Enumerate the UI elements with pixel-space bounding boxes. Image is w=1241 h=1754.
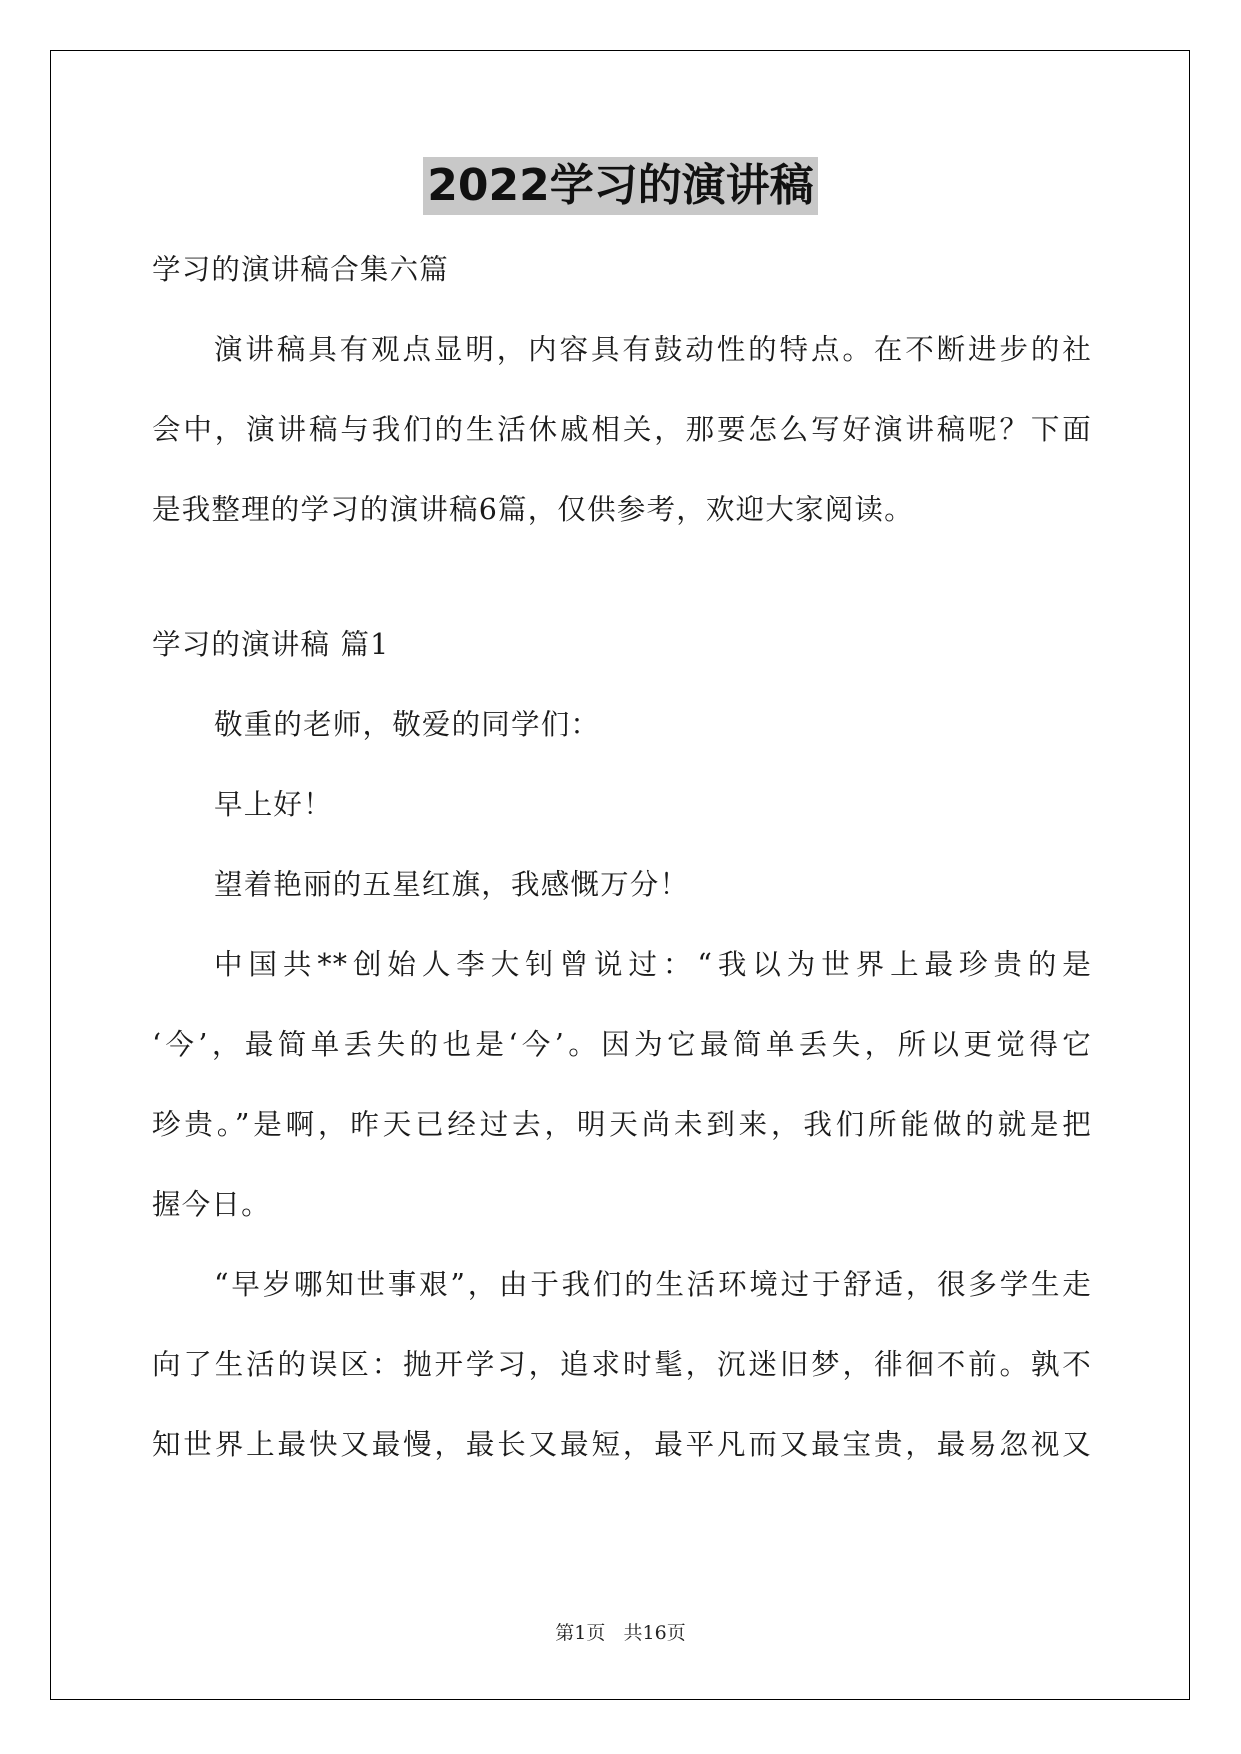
document-body (152, 230, 1092, 1485)
page-footer (0, 1618, 1241, 1645)
spacer (152, 550, 1092, 605)
section-heading: 学习的演讲稿 篇1 (152, 628, 390, 661)
paragraph-line: 望着艳丽的五星红旗，我感慨万分！ (214, 868, 690, 901)
subtitle: 学习的演讲稿合集六篇 (152, 253, 450, 286)
paragraph-line: 握今日。 (152, 1188, 271, 1221)
document-title: 2022学习的演讲稿 (423, 157, 817, 215)
paragraph-line: 珍贵。”是啊，昨天已经过去，明天尚未到来，我们所能做的就是把 (152, 1108, 1092, 1141)
title-container (0, 157, 1241, 215)
paragraph-line: 演讲稿具有观点显明，内容具有鼓动性的特点。在不断进步的社 (214, 333, 1092, 366)
paragraph-line: ‘今’，最简单丢失的也是‘今’。因为它最简单丢失，所以更觉得它 (152, 1028, 1092, 1061)
page-number: 第1页 (555, 1622, 606, 1644)
paragraph-line: 敬重的老师，敬爱的同学们： (214, 708, 601, 741)
paragraph-line: 中国共**创始人李大钊曾说过：“我以为世界上最珍贵的是 (214, 948, 1092, 981)
paragraph-line: 向了生活的误区：抛开学习，追求时髦，沉迷旧梦，徘徊不前。孰不 (152, 1348, 1092, 1381)
page-total: 共16页 (623, 1622, 686, 1644)
paragraph-line: 会中，演讲稿与我们的生活休戚相关，那要怎么写好演讲稿呢？下面 (152, 413, 1092, 446)
paragraph-line: 是我整理的学习的演讲稿6篇，仅供参考，欢迎大家阅读。 (152, 493, 914, 526)
paragraph-line: 早上好！ (214, 788, 333, 821)
paragraph-line: “早岁哪知世事艰”，由于我们的生活环境过于舒适，很多学生走 (214, 1268, 1092, 1301)
paragraph-line: 知世界上最快又最慢，最长又最短，最平凡而又最宝贵，最易忽视又 (152, 1428, 1092, 1461)
